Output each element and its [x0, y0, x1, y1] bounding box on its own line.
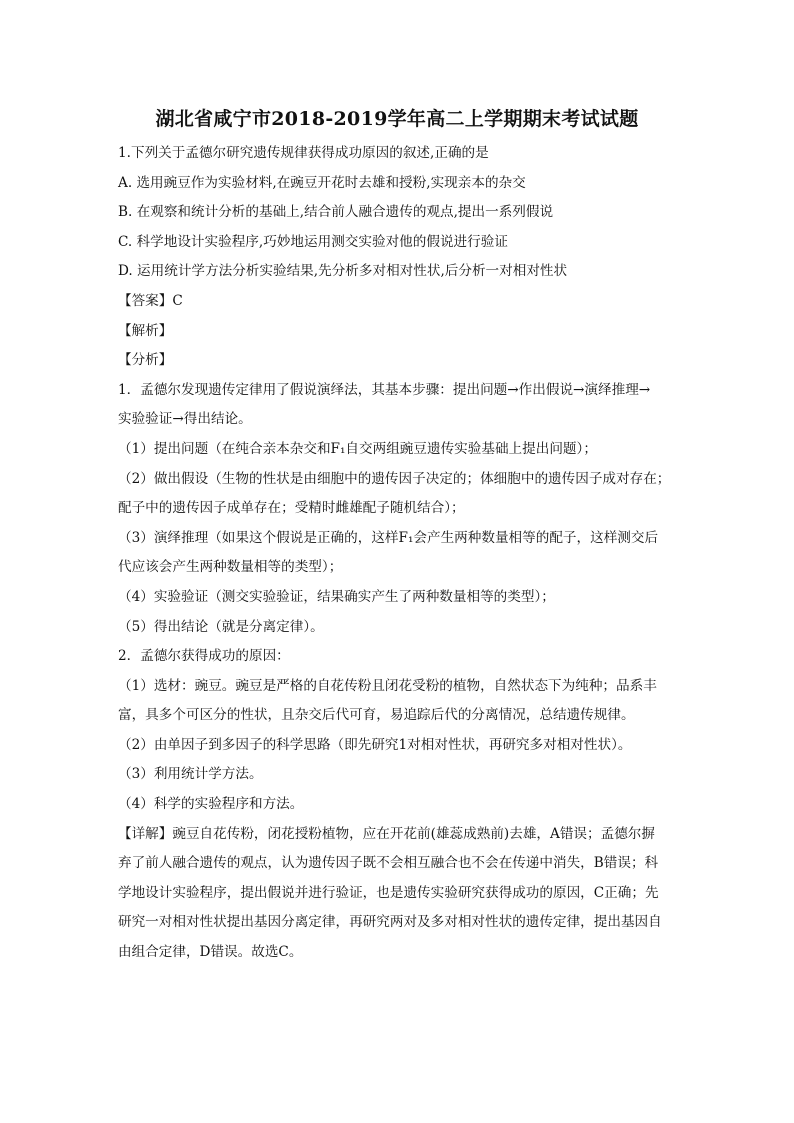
analysis-line: （4）科学的实验程序和方法。 — [118, 796, 304, 813]
detail-line: 学地设计实验程序，提出假说并进行验证，也是遗传实验研究获得成功的原因，C正确；先 — [118, 884, 659, 901]
detail-line: 研究一对相对性状提出基因分离定律，再研究两对及多对相对性状的遗传定律，提出基因自 — [118, 914, 662, 931]
analysis-line: 实验验证→得出结论。 — [118, 411, 252, 428]
question-stem: 1.下列关于孟德尔研究遗传规律获得成功原因的叙述,正确的是 — [118, 145, 489, 161]
option-c: C. 科学地设计实验程序,巧妙地运用测交实验对他的假说进行验证 — [118, 233, 508, 250]
analysis-line: （3）利用统计学方法。 — [118, 766, 263, 783]
option-d: D. 运用统计学方法分析实验结果,先分析多对相对性状,后分析一对相对性状 — [118, 263, 568, 280]
question-content — [118, 143, 678, 972]
analysis-line: 富，具多个可区分的性状，且杂交后代可育，易追踪后代的分离情况，总结遗传规律。 — [118, 707, 635, 724]
analysis-line: （3）演绎推理（如果这个假说是正确的，这样F₁会产生两种数量相等的配子，这样测交后 — [118, 529, 659, 546]
option-b: B. 在观察和统计分析的基础上,结合前人融合遗传的观点,提出一系列假说 — [118, 204, 554, 221]
analysis-line: 2．孟德尔获得成功的原因： — [118, 648, 290, 665]
analysis-line: （2）由单因子到多因子的科学思路（即先研究1对相对性状，再研究多对相对性状）。 — [118, 736, 632, 753]
detail-line: 【详解】豌豆自花传粉，闭花授粉植物，应在开花前(雄蕊成熟前)去雄，A错误；孟德尔摒 — [118, 825, 655, 842]
analysis-line: （4）实验验证（测交实验验证，结果确实产生了两种数量相等的类型）； — [118, 588, 555, 605]
analysis-heading: 【解析】 — [118, 322, 173, 339]
option-a: A. 选用豌豆作为实验材料,在豌豆开花时去雄和授粉,实现亲本的杂交 — [118, 174, 526, 191]
detail-line: 由组合定律，D错误。故选C。 — [118, 944, 303, 961]
analysis-line: （2）做出假设（生物的性状是由细胞中的遗传因子决定的；体细胞中的遗传因子成对存在； — [118, 470, 671, 487]
page-title: 湖北省咸宁市2018-2019学年高二上学期期末考试试题 — [155, 108, 639, 130]
analysis-line: 配子中的遗传因子成单存在；受精时雌雄配子随机结合）； — [118, 500, 465, 517]
analysis-line: （5）得出结论（就是分离定律）。 — [118, 618, 324, 635]
detail-line: 弃了前人融合遗传的观点，认为遗传因子既不会相互融合也不会在传递中消失，B错误；科 — [118, 855, 659, 872]
answer-line: 【答案】C — [118, 292, 183, 309]
breakdown-heading: 【分析】 — [118, 352, 173, 369]
analysis-line: （1）提出问题（在纯合亲本杂交和F₁自交两组豌豆遗传实验基础上提出问题）； — [118, 440, 597, 457]
analysis-line: 1．孟德尔发现遗传定律用了假说演绎法，其基本步骤：提出问题→作出假说→演绎推理→ — [118, 381, 651, 398]
analysis-line: 代应该会产生两种数量相等的类型）； — [118, 559, 343, 576]
analysis-line: （1）选材：豌豆。豌豆是严格的自花传粉且闭花受粉的植物，自然状态下为纯种；品系丰 — [118, 677, 657, 694]
